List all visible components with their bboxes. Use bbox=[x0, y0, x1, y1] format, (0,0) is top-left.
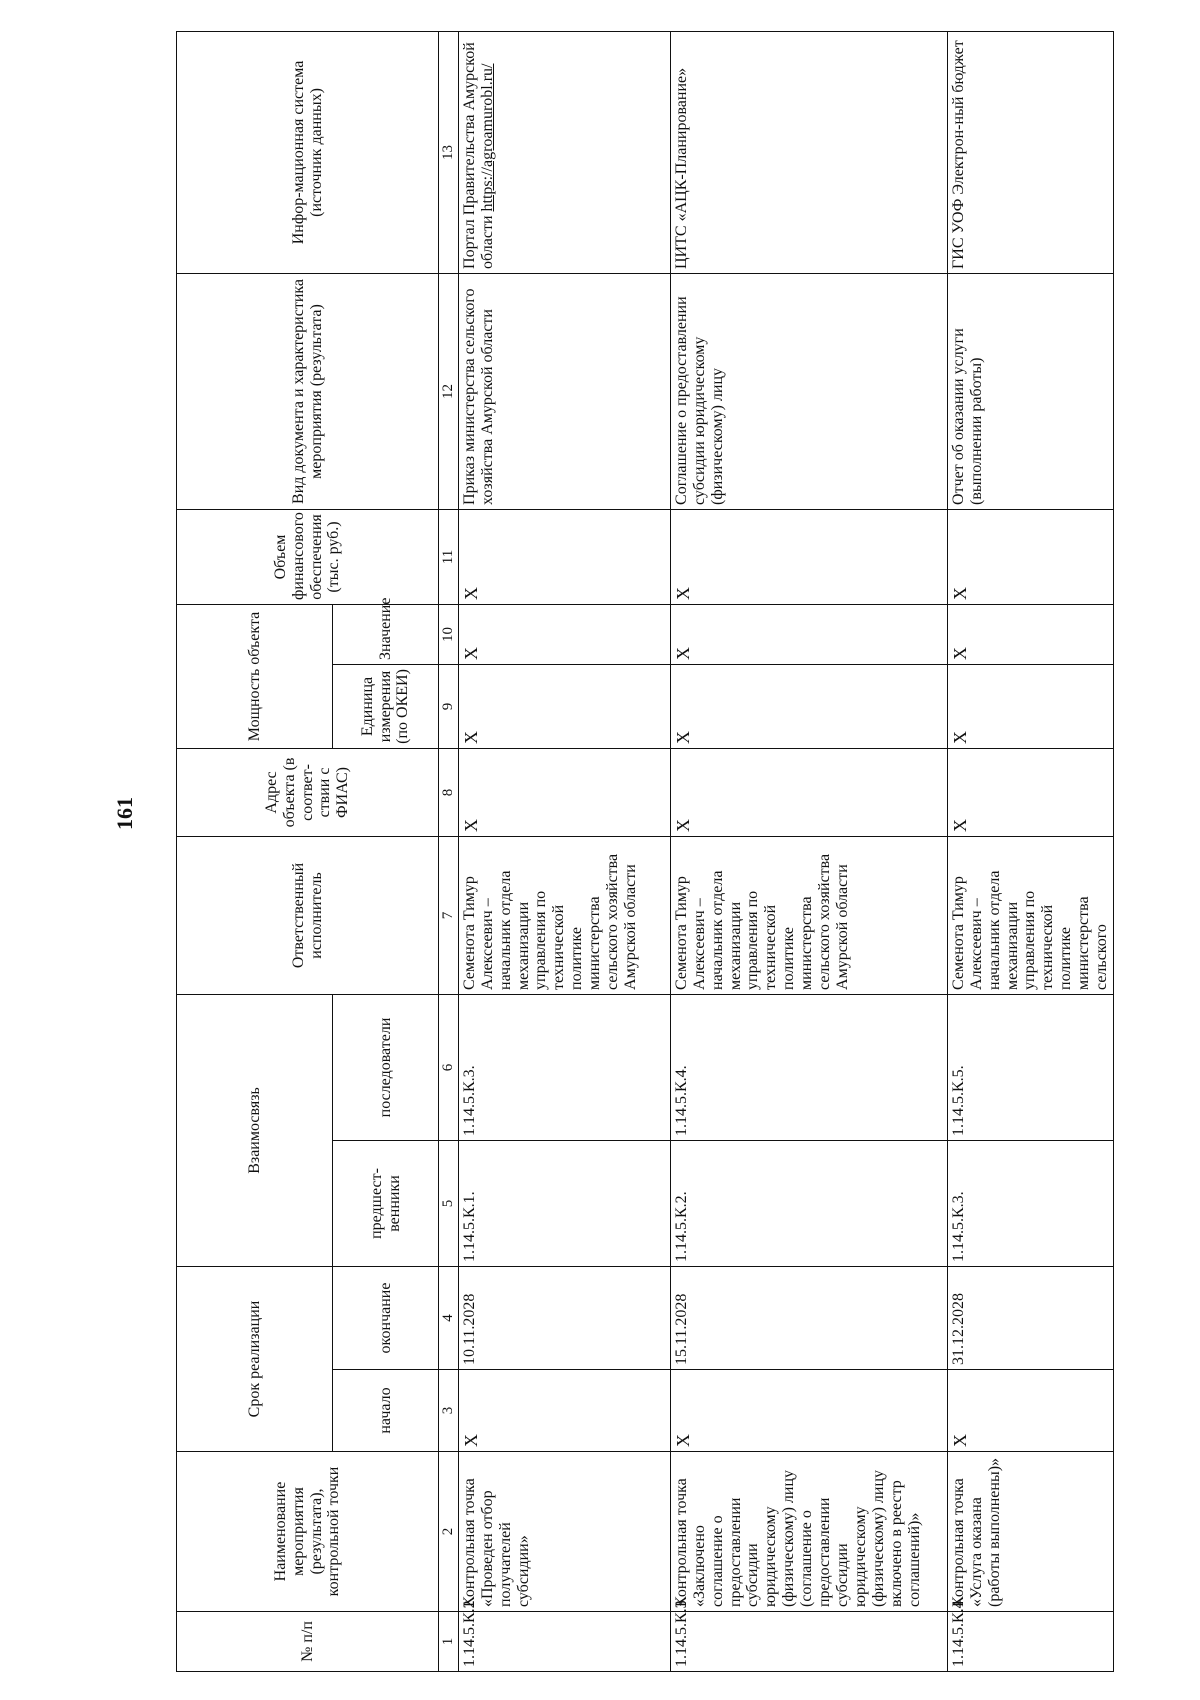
table-row bbox=[670, 31, 947, 1671]
row-end: 15.11.2028 bbox=[670, 1266, 947, 1369]
header-address: Адрес объекта (в соответ-ствии с ФИАС) bbox=[177, 748, 439, 836]
row-end: 31.12.2028 bbox=[947, 1266, 1113, 1369]
row-infosystem: ЦИТС «АЦК-Планирование» bbox=[670, 31, 947, 273]
row-num: 1.14.5.К.4. bbox=[947, 1612, 1113, 1672]
rotated-table-wrapper bbox=[176, 32, 1111, 1672]
row-unit: X bbox=[670, 664, 947, 748]
column-number: 10 bbox=[439, 604, 459, 664]
column-number: 12 bbox=[439, 273, 459, 509]
row-infosystem bbox=[458, 31, 670, 273]
row-unit: X bbox=[947, 664, 1113, 748]
row-unit: X bbox=[458, 664, 670, 748]
plan-table bbox=[176, 31, 1114, 1672]
row-address: X bbox=[947, 748, 1113, 836]
row-document: Отчет об оказании услуги (выполнении работы) bbox=[947, 273, 1113, 509]
header-svyaz: Взаимосвязь bbox=[177, 994, 333, 1266]
row-successor: 1.14.5.К.5. bbox=[947, 994, 1113, 1140]
header-document: Вид документа и характеристика мероприятия (результата) bbox=[177, 273, 439, 509]
header-moshch-value: Значение bbox=[333, 604, 439, 664]
row-predecessor: 1.14.5.К.1. bbox=[458, 1140, 670, 1266]
column-number: 11 bbox=[439, 509, 459, 604]
table-row bbox=[458, 31, 670, 1671]
row-name: Контрольная точка «Услуга оказана (работы выполнены)» bbox=[947, 1452, 1113, 1612]
column-number: 13 bbox=[439, 31, 459, 273]
header-srok-end: окончание bbox=[333, 1266, 439, 1369]
column-number: 9 bbox=[439, 664, 459, 748]
header-svyaz-posl: последователи bbox=[333, 994, 439, 1140]
header-moshch-unit: Единица измерения (по ОКЕИ) bbox=[333, 664, 439, 748]
row-finance: X bbox=[670, 509, 947, 604]
row-name: Контрольная точка «Заключено соглашение о предоставлении субсидии юридическому (физическому) лицу (соглашение о предоставлении субсидии юридическому (физическому) лицу включено в реестр соглашений)» bbox=[670, 1452, 947, 1612]
header-srok-start: начало bbox=[333, 1370, 439, 1452]
row-address: X bbox=[458, 748, 670, 836]
row-responsible: Семенота Тимур Алексеевич – начальник отдела механизации управления по технической политике министерства сельского хозяйства Амурской области bbox=[458, 836, 670, 994]
column-number: 2 bbox=[439, 1452, 459, 1612]
row-start: X bbox=[458, 1370, 670, 1452]
header-srok: Срок реализации bbox=[177, 1266, 333, 1451]
header-finance: Объем финансового обеспечения (тыс. руб.) bbox=[177, 509, 439, 604]
column-number: 1 bbox=[439, 1612, 459, 1672]
row-finance: X bbox=[947, 509, 1113, 604]
column-number: 7 bbox=[439, 836, 459, 994]
row-responsible: Семенота Тимур Алексеевич – начальник отдела механизации управления по технической политике министерства сельского bbox=[947, 836, 1113, 994]
row-responsible: Семенота Тимур Алексеевич – начальник отдела механизации управления по технической политике министерства сельского хозяйства Амурской области bbox=[670, 836, 947, 994]
row-infosystem-text: Портал Правительства Амурской области bbox=[460, 42, 496, 269]
row-predecessor: 1.14.5.К.3. bbox=[947, 1140, 1113, 1266]
row-successor: 1.14.5.К.3. bbox=[458, 994, 670, 1140]
row-document: Приказ министерства сельского хозяйства Амурской области bbox=[458, 273, 670, 509]
row-finance: X bbox=[458, 509, 670, 604]
header-name: Наименование мероприятия (результата), контрольной точки bbox=[177, 1452, 439, 1612]
row-value: X bbox=[458, 604, 670, 664]
row-name: Контрольная точка «Проведен отбор получателей субсидии» bbox=[458, 1452, 670, 1612]
header-num: № п/п bbox=[177, 1612, 439, 1672]
row-infosystem: ГИС УОФ Электрон-ный бюджет bbox=[947, 31, 1113, 273]
row-address: X bbox=[670, 748, 947, 836]
row-start: X bbox=[670, 1370, 947, 1452]
column-number: 3 bbox=[439, 1370, 459, 1452]
agro-portal-link[interactable]: https://agroamurobl.ru/ bbox=[478, 63, 496, 212]
row-start: X bbox=[947, 1370, 1113, 1452]
row-successor: 1.14.5.К.4. bbox=[670, 994, 947, 1140]
header-responsible: Ответственный исполнитель bbox=[177, 836, 439, 994]
row-document: Соглашение о предоставлении субсидии юридическому (физическому) лицу bbox=[670, 273, 947, 509]
header-row-1 bbox=[177, 31, 333, 1671]
row-end: 10.11.2028 bbox=[458, 1266, 670, 1369]
column-number: 8 bbox=[439, 748, 459, 836]
row-value: X bbox=[947, 604, 1113, 664]
row-value: X bbox=[670, 604, 947, 664]
column-number-row bbox=[439, 31, 459, 1671]
header-moshch: Мощность объекта bbox=[177, 604, 333, 748]
page-number: 161 bbox=[112, 797, 137, 830]
row-num: 1.14.5.К.3. bbox=[670, 1612, 947, 1672]
column-number: 6 bbox=[439, 994, 459, 1140]
row-num: 1.14.5.К.2. bbox=[458, 1612, 670, 1672]
column-number: 4 bbox=[439, 1266, 459, 1369]
column-number: 5 bbox=[439, 1140, 459, 1266]
row-predecessor: 1.14.5.К.2. bbox=[670, 1140, 947, 1266]
header-svyaz-pred: предшест-венники bbox=[333, 1140, 439, 1266]
table-row bbox=[947, 31, 1113, 1671]
header-infosystem: Инфор-мационная система (источник данных) bbox=[177, 31, 439, 273]
